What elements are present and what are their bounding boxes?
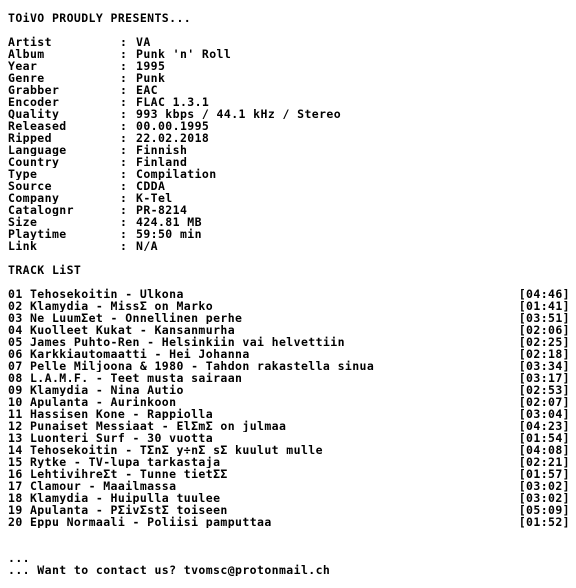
info-key: Quality xyxy=(8,108,60,120)
spacer xyxy=(8,24,570,36)
track-title: Pelle Miljoona & 1980 - Tahdon rakastella sinua xyxy=(29,360,375,372)
track-duration: [03:51] xyxy=(518,312,570,324)
track-number: 15 xyxy=(8,456,23,468)
info-separator: : xyxy=(120,168,128,180)
track-number: 01 xyxy=(8,288,23,300)
info-row xyxy=(8,60,570,72)
track-duration: [03:34] xyxy=(518,360,570,372)
info-row xyxy=(8,48,570,60)
track-duration: [03:02] xyxy=(518,480,570,492)
track-number: 07 xyxy=(8,360,23,372)
track-row xyxy=(8,504,570,516)
track-row xyxy=(8,456,570,468)
info-separator: : xyxy=(120,192,128,204)
track-title: Tehosekoitin - TΣnΣ y÷nΣ sΣ kuulut mulle xyxy=(29,444,323,456)
info-value: FLAC 1.3.1 xyxy=(136,96,210,108)
info-value: CDDA xyxy=(136,180,166,192)
track-title: Clamour - Maailmassa xyxy=(29,480,177,492)
track-duration: [03:02] xyxy=(518,492,570,504)
track-duration: [04:46] xyxy=(518,288,570,300)
track-number: 16 xyxy=(8,468,23,480)
track-row xyxy=(8,336,570,348)
track-number: 11 xyxy=(8,408,23,420)
track-row xyxy=(8,312,570,324)
info-row xyxy=(8,192,570,204)
info-row xyxy=(8,36,570,48)
track-number: 08 xyxy=(8,372,23,384)
info-key: Ripped xyxy=(8,132,52,144)
track-entry xyxy=(8,324,235,336)
info-value: Punk 'n' Roll xyxy=(136,48,232,60)
track-duration: [02:06] xyxy=(518,324,570,336)
info-separator: : xyxy=(120,60,128,72)
track-duration: [02:25] xyxy=(518,336,570,348)
info-row xyxy=(8,144,570,156)
track-duration: [02:53] xyxy=(518,384,570,396)
info-value: N/A xyxy=(136,240,158,252)
track-title: Klamydia - Huipulla tuulee xyxy=(29,492,221,504)
track-row xyxy=(8,372,570,384)
track-entry xyxy=(8,372,242,384)
info-row xyxy=(8,108,570,120)
track-row xyxy=(8,432,570,444)
info-separator: : xyxy=(120,120,128,132)
info-key: Catalognr xyxy=(8,204,74,216)
tracklist xyxy=(8,288,570,528)
track-duration: [01:57] xyxy=(518,468,570,480)
info-row xyxy=(8,156,570,168)
track-entry xyxy=(8,456,220,468)
info-value: Compilation xyxy=(136,168,217,180)
spacer xyxy=(8,540,570,552)
track-duration: [01:54] xyxy=(518,432,570,444)
info-row xyxy=(8,228,570,240)
track-number: 03 xyxy=(8,312,23,324)
spacer xyxy=(8,528,570,540)
track-title: Rytke - TV-lupa tarkastaja xyxy=(29,456,221,468)
track-row xyxy=(8,396,570,408)
info-value: 993 kbps / 44.1 kHz / Stereo xyxy=(136,108,342,120)
info-separator: : xyxy=(120,48,128,60)
track-entry xyxy=(8,444,323,456)
track-row xyxy=(8,420,570,432)
info-key: Country xyxy=(8,156,60,168)
track-title: Ne LuumΣet - Onnellinen perhe xyxy=(29,312,243,324)
info-key: Language xyxy=(8,144,67,156)
track-number: 12 xyxy=(8,420,23,432)
track-duration: [03:04] xyxy=(518,408,570,420)
info-separator: : xyxy=(120,84,128,96)
info-value: PR-8214 xyxy=(136,204,188,216)
track-entry xyxy=(8,492,220,504)
info-row xyxy=(8,96,570,108)
info-row xyxy=(8,240,570,252)
track-row xyxy=(8,516,570,528)
info-key: Playtime xyxy=(8,228,67,240)
info-separator: : xyxy=(120,228,128,240)
info-value: Finland xyxy=(136,156,188,168)
track-entry xyxy=(8,312,242,324)
info-separator: : xyxy=(120,108,128,120)
info-separator: : xyxy=(120,156,128,168)
info-separator: : xyxy=(120,216,128,228)
info-value: Finnish xyxy=(136,144,188,156)
track-row xyxy=(8,384,570,396)
info-key: Artist xyxy=(8,36,52,48)
info-separator: : xyxy=(120,132,128,144)
track-title: Klamydia - Nina Autio xyxy=(29,384,184,396)
track-title: Tehosekoitin - Ulkona xyxy=(29,288,184,300)
track-title: Eppu Normaali - Poliisi pamputtaa xyxy=(29,516,272,528)
release-title: TOiVO PROUDLY PRESENTS... xyxy=(8,12,192,24)
info-key: Year xyxy=(8,60,38,72)
info-row xyxy=(8,120,570,132)
track-title: Apulanta - Aurinkoon xyxy=(29,396,177,408)
track-row xyxy=(8,300,570,312)
info-key: Link xyxy=(8,240,38,252)
track-entry xyxy=(8,504,228,516)
track-entry xyxy=(8,300,213,312)
info-key: Album xyxy=(8,48,45,60)
track-title: L.A.M.F. - Teet musta sairaan xyxy=(29,372,243,384)
track-number: 19 xyxy=(8,504,23,516)
track-duration: [01:41] xyxy=(518,300,570,312)
track-entry xyxy=(8,396,176,408)
tracklist-heading: TRACK LiST xyxy=(8,264,82,276)
release-info-block xyxy=(8,36,570,252)
info-separator: : xyxy=(120,36,128,48)
info-value: 59:50 min xyxy=(136,228,202,240)
info-value: 1995 xyxy=(136,60,166,72)
track-entry xyxy=(8,348,250,360)
track-number: 06 xyxy=(8,348,23,360)
track-row xyxy=(8,360,570,372)
track-duration: [02:18] xyxy=(518,348,570,360)
info-value: EAC xyxy=(136,84,158,96)
track-row xyxy=(8,348,570,360)
info-row xyxy=(8,180,570,192)
info-value: 424.81 MB xyxy=(136,216,202,228)
info-row xyxy=(8,204,570,216)
track-entry xyxy=(8,360,374,372)
track-title: Klamydia - MissΣ on Marko xyxy=(29,300,214,312)
track-number: 17 xyxy=(8,480,23,492)
track-number: 10 xyxy=(8,396,23,408)
track-entry xyxy=(8,420,286,432)
track-duration: [02:07] xyxy=(518,396,570,408)
info-row xyxy=(8,84,570,96)
track-row xyxy=(8,492,570,504)
track-entry xyxy=(8,408,213,420)
track-duration: [02:21] xyxy=(518,456,570,468)
track-entry xyxy=(8,480,176,492)
track-title: James Puhto-Ren - Helsinkiin vai helvettiin xyxy=(29,336,345,348)
track-title: LehtivihreΣt - Tunne tietΣΣ xyxy=(29,468,228,480)
track-row xyxy=(8,324,570,336)
footer-contact: ... Want to contact us? tvomsc@protonmail.ch xyxy=(8,564,331,576)
track-entry xyxy=(8,288,184,300)
track-title: Hassisen Kone - Rappiolla xyxy=(29,408,214,420)
track-row xyxy=(8,288,570,300)
track-duration: [04:08] xyxy=(518,444,570,456)
track-duration: [01:52] xyxy=(518,516,570,528)
info-value: 00.00.1995 xyxy=(136,120,210,132)
info-row xyxy=(8,216,570,228)
track-title: Karkkiautomaatti - Hei Johanna xyxy=(29,348,250,360)
track-duration: [03:17] xyxy=(518,372,570,384)
track-row xyxy=(8,468,570,480)
info-key: Type xyxy=(8,168,38,180)
info-value: 22.02.2018 xyxy=(136,132,210,144)
info-value: Punk xyxy=(136,72,166,84)
info-row xyxy=(8,168,570,180)
track-title: Punaiset Messiaat - ElΣmΣ on julmaa xyxy=(29,420,287,432)
track-title: Apulanta - PΣivΣstΣ toiseen xyxy=(29,504,228,516)
info-row xyxy=(8,72,570,84)
track-title: Luonteri Surf - 30 vuotta xyxy=(29,432,214,444)
info-row xyxy=(8,132,570,144)
info-separator: : xyxy=(120,204,128,216)
info-separator: : xyxy=(120,240,128,252)
info-key: Encoder xyxy=(8,96,60,108)
track-number: 14 xyxy=(8,444,23,456)
track-number: 05 xyxy=(8,336,23,348)
info-separator: : xyxy=(120,72,128,84)
info-value: K-Tel xyxy=(136,192,173,204)
track-number: 18 xyxy=(8,492,23,504)
info-separator: : xyxy=(120,96,128,108)
track-number: 13 xyxy=(8,432,23,444)
track-row xyxy=(8,408,570,420)
track-number: 20 xyxy=(8,516,23,528)
spacer xyxy=(8,276,570,288)
info-key: Company xyxy=(8,192,60,204)
track-entry xyxy=(8,432,213,444)
info-key: Genre xyxy=(8,72,45,84)
track-duration: [04:23] xyxy=(518,420,570,432)
info-key: Source xyxy=(8,180,52,192)
track-title: Kuolleet Kukat - Kansanmurha xyxy=(29,324,236,336)
track-entry xyxy=(8,336,345,348)
info-key: Released xyxy=(8,120,67,132)
track-entry xyxy=(8,384,184,396)
track-entry xyxy=(8,516,272,528)
track-number: 09 xyxy=(8,384,23,396)
track-entry xyxy=(8,468,228,480)
track-number: 04 xyxy=(8,324,23,336)
info-value: VA xyxy=(136,36,151,48)
info-key: Grabber xyxy=(8,84,60,96)
track-row xyxy=(8,444,570,456)
nfo-text-viewer xyxy=(8,12,570,576)
track-number: 02 xyxy=(8,300,23,312)
info-key: Size xyxy=(8,216,38,228)
footer-dots: ... xyxy=(8,552,30,564)
spacer xyxy=(8,252,570,264)
info-separator: : xyxy=(120,180,128,192)
track-duration: [05:09] xyxy=(518,504,570,516)
info-separator: : xyxy=(120,144,128,156)
track-row xyxy=(8,480,570,492)
